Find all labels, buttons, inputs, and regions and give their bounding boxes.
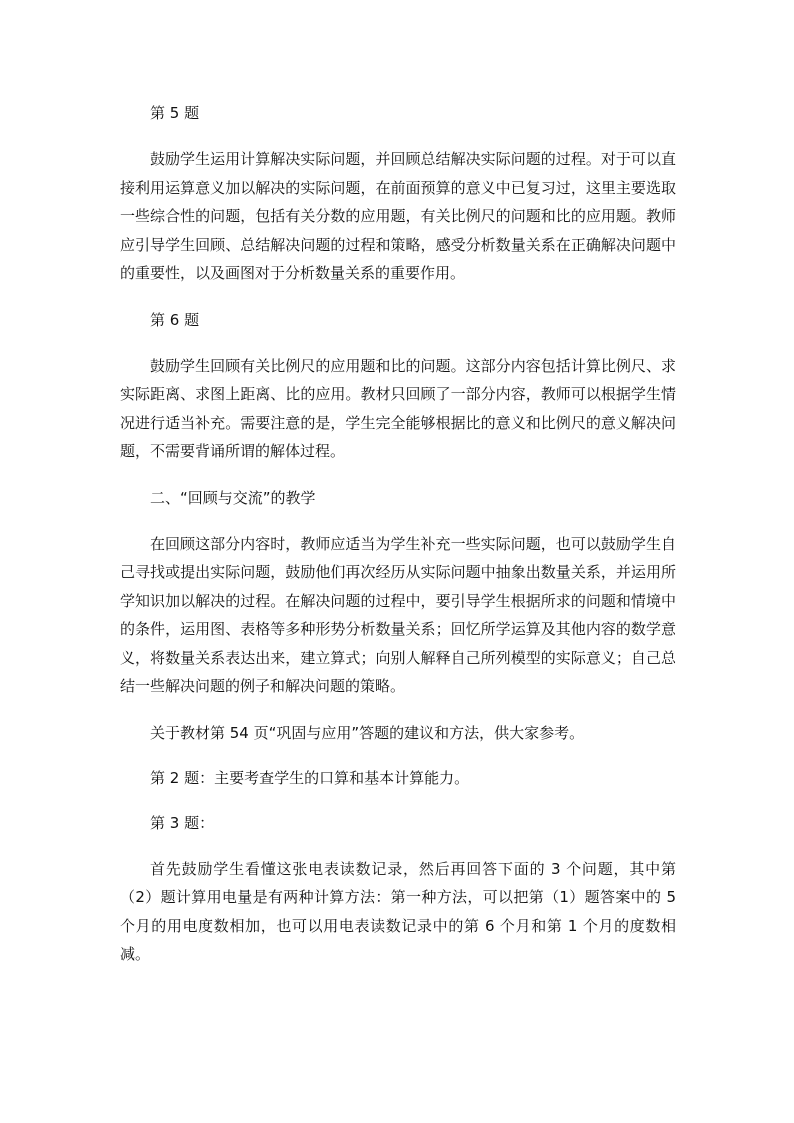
question-3-paragraph: 首先鼓励学生看懂这张电表读数记录，然后再回答下面的 3 个问题，其中第（2）题计算用电量是有两种计算方法：第一种方法，可以把第（1）题答案中的 5 个月的用电度数相加，也可以用电表读数记录中的第 6 个月和第 1 个月的度数相减。 <box>120 859 676 963</box>
question-2-line: 第 2 题：主要考查学生的口算和基本计算能力。 <box>150 768 470 787</box>
question-5-heading: 第 5 题 <box>150 104 200 122</box>
question-3-heading: 第 3 题： <box>150 813 215 832</box>
question-6-heading: 第 6 题 <box>150 310 200 329</box>
review-section-heading: 二、“回顾与交流”的教学 <box>150 488 316 507</box>
question-6-paragraph: 鼓励学生回顾有关比例尺的应用题和比的问题。这部分内容包括计算比例尺、求实际距离、求图上距离、比的应用。教材只回顾了一部分内容，教师可以根据学生情况进行适当补充。需要注意的是，学生完全能够根据比的意义和比例尺的意义解决问题，不需要背诵所谓的解体过程。 <box>120 356 676 460</box>
review-section-paragraph: 在回顾这部分内容时，教师应适当为学生补充一些实际问题，也可以鼓励学生自己寻找或提出实际问题，鼓励他们再次经历从实际问题中抽象出数量关系，并运用所学知识加以解决的过程。在解决问题的过程中，要引导学生根据所求的问题和情境中的条件，运用图、表格等多种形势分析数量关系；回忆所学运算及其他内容的数学意义，将数量关系表达出来，建立算式；向别人解释自己所列模型的实际意义；自己总结一些解决问题的例子和解决问题的策略。 <box>120 534 676 695</box>
document-body <box>120 100 676 988</box>
question-5-paragraph: 鼓励学生运用计算解决实际问题，并回顾总结解决实际问题的过程。对于可以直接利用运算意义加以解决的实际问题，在前面预算的意义中已复习过，这里主要选取一些综合性的问题，包括有关分数的应用题，有关比例尺的问题和比的应用题。教师应引导学生回顾、总结解决问题的过程和策略，感受分析数量关系在正确解决问题中的重要性，以及画图对于分析数量关系的重要作用。 <box>120 150 676 282</box>
textbook-page-note: 关于教材第 54 页“巩固与应用”答题的建议和方法，供大家参考。 <box>150 723 585 742</box>
